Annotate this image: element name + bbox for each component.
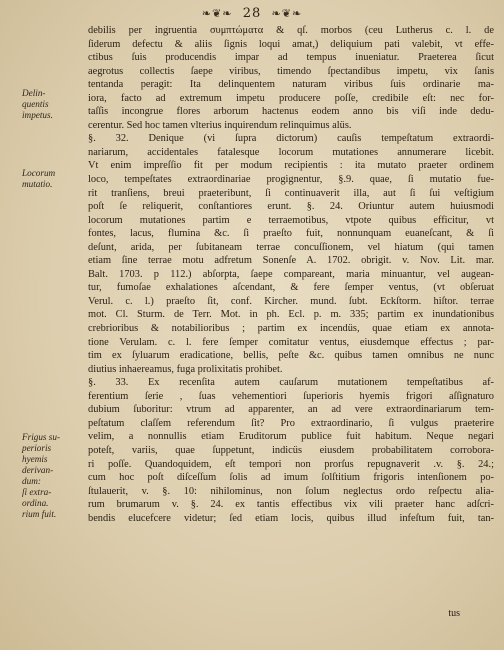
- margin-line: dum:: [22, 476, 41, 486]
- text-line: tim ex ſyluarum eradicatione, bellis, peſte &c. quibus tamen omnibus ne nunc: [88, 350, 494, 362]
- body-text: [88, 24, 494, 525]
- text-line: rit tranſiens, breui praeteribunt, ſi continuaverit illa, aut ſi ſui veſtigium: [88, 187, 494, 199]
- margin-line: ordina.: [22, 498, 49, 508]
- text-line: tentanda peragit: Ita delinquentem naturam viribus ſuis ordinarie ma-: [88, 79, 494, 91]
- margin-line: Locorum: [22, 168, 56, 178]
- text-line: deſunt, arida, per ſubitaneam terrae concuſſionem, vel hiatum (qui tamen: [88, 241, 494, 253]
- text-line: diutius inhaereamus, fuga prolixitatis prohibet.: [88, 363, 283, 375]
- text-line: ri poſſe. Quandoquidem, eſt tempori non prorſus repugnaverit .v. §. 24.;: [88, 458, 494, 470]
- page-header: [0, 6, 504, 21]
- text-line: tur, fumoſae exhalationes aſcendant, & fere ſemper ventus, (vt obſeruat: [88, 282, 494, 294]
- margin-line: perioris: [22, 443, 52, 453]
- text-line: loco, tempeſtates extraordinariae progignentur, §.9. quae, ſi mutatio fue-: [88, 174, 494, 186]
- margin-line: hyemis: [22, 454, 48, 464]
- margin-note-locorum: [22, 168, 88, 190]
- margin-line: Frigus su-: [22, 432, 61, 442]
- margin-line: ſi extra-: [22, 487, 52, 497]
- text-line: peſtatum claſſem referendum ſit? Pro extraordinario, ſi vulgus praeterire: [88, 417, 494, 429]
- text-line: bendis elucefcere videtur; ſed etiam locis, quibus illud infeſtum fuit, tan-: [88, 512, 494, 524]
- text-line: etiam ſine terrae motu adfretum Sonenſe A. 1702. obrigit. v. Nov. Lit. mar.: [88, 255, 494, 267]
- text-line: locorum mutationes partim e terraemotibus, vtpote quibus efficitur, vt: [88, 214, 494, 226]
- text-line: Balt. 1703. p 112.) abſorpta, ſaepe compareant, maria minuantur, vel augean-: [88, 268, 494, 280]
- text-line: Verul. c. l.) praeſto ſit, conf. Kircher. mund. ſubt. Eckſtorm. hiſtor. terrae: [88, 295, 494, 307]
- text-line: cerentur. Sed hoc tamen vlterius inquirendum relinquimus alüs.: [88, 119, 352, 131]
- text-line: §. 33. Ex recenſita autem cauſarum mutationem tempeſtatibus af-: [88, 377, 494, 389]
- text-line: aegrotus collectis ſaepe viribus, timendo ſpectandibus impetu, vix ſanis: [88, 65, 494, 77]
- ornament-left: ❧❦❧: [201, 7, 233, 20]
- text-line: ctibus ſuis producendis impar ad tempus inueniatur. Praeterea ſicut: [88, 52, 494, 64]
- text-line: crebrioribus & notabilioribus ; partim ex incendüs, quae etiam ex annota-: [88, 323, 494, 335]
- text-line: ferentium ſerie , ſuas vehementiori ſuperioris hyemis frigori aſſignaturo: [88, 390, 494, 402]
- text-line: nariarum, accidentales fatalesque locorum mutationes annumerare licebit.: [88, 146, 494, 158]
- text-line: fontes, lacus, flumina &c. ſi praeſto fuit, nonnunquam euaneſcant, & ſi: [88, 228, 494, 240]
- margin-note-delinquentis: [22, 88, 88, 121]
- text-line: poteſt, variis, quae ſuppetunt, indicüs eiusdem probabilitatem corrobora-: [88, 444, 494, 456]
- text-line: ſtulauerit, v. §. 10: nihilominus, non ſolum neglectus ordo reſpectu alia-: [88, 485, 494, 497]
- text-line: cum hoc poſt diſceſſum ſolis ad imum ſolſtitium frigoris intenſionem po-: [88, 472, 494, 484]
- text-line: iora, facto ad extremum impetu producere poſſe, credibile eſt: nec for-: [88, 92, 494, 104]
- text-line: tione Verulam. c. l. fere ſemper comitatur ventus, eiusdemque effectus ; par-: [88, 336, 494, 348]
- page-number: 28: [242, 6, 262, 21]
- text-line: debilis per ingruentia συμπτώματα & qſ. morbos (ceu Lutherus c. l. de: [88, 25, 494, 36]
- text-line: taſſis incongrue flores arborum hactenus eodem anno bis viſi inde dedu-: [88, 106, 494, 118]
- text-line: ſiderum defectu & aliis ſignis loqui amat,) deliquium pati valebit, vt effe-: [88, 38, 494, 50]
- ornament-right: ❧❦❧: [271, 7, 303, 20]
- catchword: tus: [448, 608, 460, 619]
- margin-note-frigus: [22, 432, 88, 520]
- text-line: mot. Cl. Sturm. de Terr. Mot. in ph. Ecl. p. m. 335; partim ex inundationibus: [88, 309, 494, 321]
- text-line: dubium ſuboritur: vtrum ad apparenter, an ad vere extraordinariarum tem-: [88, 404, 494, 416]
- margin-line: derivan-: [22, 465, 54, 475]
- margin-line: impetus.: [22, 110, 53, 120]
- text-line: rum brumarum v. §. 24. ex tantis effectibus vix vili praeter hanc adſcri-: [88, 499, 494, 511]
- text-line: poſt ſe reliquerit, conſtantiores erunt. §. 24. Oriuntur autem huiusmodi: [88, 201, 494, 213]
- text-line: velim, a nonnullis etiam Eruditorum publice fuit habitum. Neque negari: [88, 431, 494, 443]
- margin-line: rium fuit.: [22, 509, 57, 519]
- margin-line: quentis: [22, 99, 49, 109]
- text-line: §. 32. Denique (vi ſupra dictorum) cauſis tempeſtatum extraordi-: [88, 133, 494, 145]
- margin-line: Delin-: [22, 88, 46, 98]
- text-line: Vt enim impreſſio fit per modum recipientis : ita mutato praeter ordinem: [88, 160, 494, 172]
- margin-line: mutatio.: [22, 179, 53, 189]
